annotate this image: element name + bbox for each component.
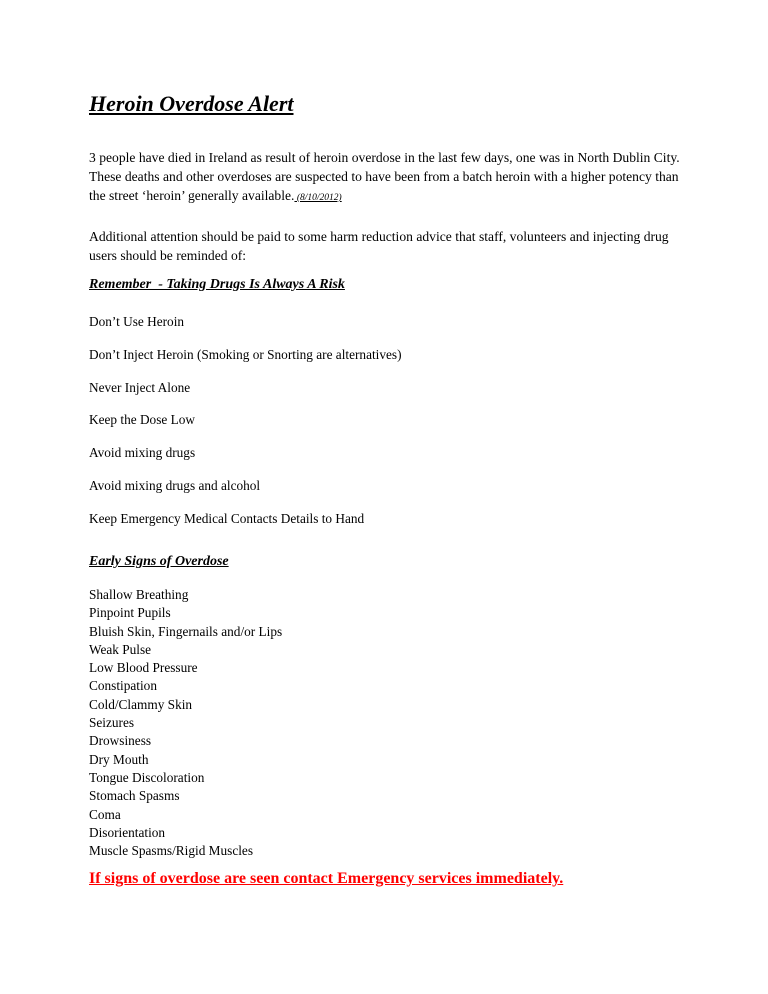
early-signs-heading: Early Signs of Overdose	[89, 554, 229, 569]
early-sign-item: Cold/Clammy Skin	[89, 696, 193, 712]
early-sign-item: Constipation	[89, 678, 157, 694]
risk-advice-item: Never Inject Alone	[89, 379, 191, 395]
early-sign-item: Muscle Spasms/Rigid Muscles	[89, 843, 253, 859]
risk-advice-item: Avoid mixing drugs	[89, 445, 196, 461]
early-sign-item: Seizures	[89, 715, 135, 731]
risk-advice-list	[89, 313, 402, 543]
intro-paragraph	[89, 148, 689, 208]
early-sign-item: Stomach Spasms	[89, 788, 180, 804]
early-sign-item: Tongue Discoloration	[89, 769, 205, 785]
intro-date: (8/10/2012)	[294, 193, 342, 203]
document-title: Heroin Overdose Alert	[89, 91, 294, 116]
early-sign-item: Dry Mouth	[89, 751, 149, 767]
risk-advice-item: Don’t Inject Heroin (Smoking or Snorting are alternatives)	[89, 346, 402, 362]
early-sign-item: Shallow Breathing	[89, 587, 189, 602]
early-sign-item: Disorientation	[89, 824, 166, 840]
intro-period: .	[291, 188, 295, 203]
risk-advice-item: Avoid mixing drugs and alcohol	[89, 477, 261, 493]
additional-paragraph: Additional attention should be paid to some harm reduction advice that staff, volunteers and injecting drug users should be reminded of:	[89, 229, 669, 263]
early-signs-list	[89, 586, 282, 860]
risk-advice-item: Don’t Use Heroin	[89, 314, 185, 329]
emergency-alert: If signs of overdose are seen contact Emergency services immediately.	[89, 870, 564, 887]
risk-advice-item: Keep Emergency Medical Contacts Details to Hand	[89, 510, 365, 526]
early-sign-item: Weak Pulse	[89, 641, 152, 657]
early-sign-item: Pinpoint Pupils	[89, 605, 171, 621]
risk-advice-item: Keep the Dose Low	[89, 412, 195, 428]
remember-heading: Remember - Taking Drugs Is Always A Risk	[89, 277, 345, 292]
early-sign-item: Bluish Skin, Fingernails and/or Lips	[89, 623, 283, 639]
early-sign-item: Low Blood Pressure	[89, 660, 198, 676]
early-sign-item: Coma	[89, 806, 121, 822]
early-sign-item: Drowsiness	[89, 733, 152, 749]
intro-text: 3 people have died in Ireland as result of heroin overdose in the last few days, one was in North Dublin City. These deaths and other overdoses are suspected to have been from a batch heroin with a higher potency than the street ‘heroin’ generally available	[89, 150, 680, 203]
